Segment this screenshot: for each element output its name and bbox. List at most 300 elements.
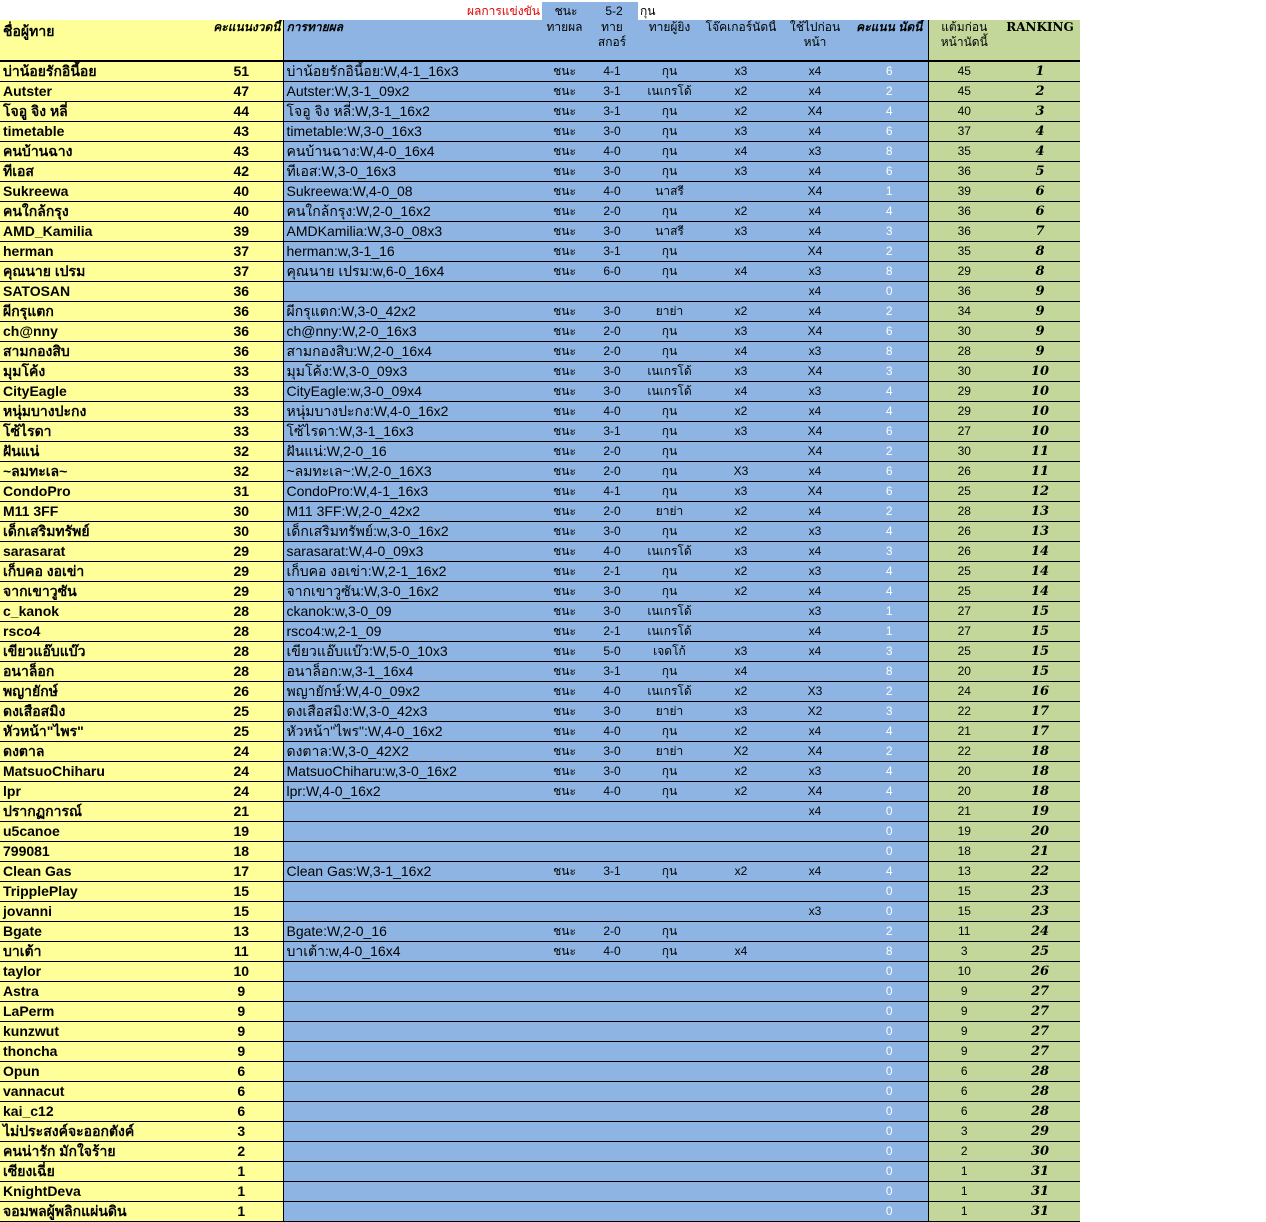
predicted-score: 4-1 <box>588 482 636 502</box>
points-this-match: 6 <box>851 422 928 442</box>
table-row <box>0 342 1080 362</box>
points-before-match: 26 <box>928 462 1000 482</box>
predicted-score: 3-1 <box>588 862 636 882</box>
table-row <box>0 61 1080 82</box>
joker-this-match: x2 <box>703 402 779 422</box>
predicted-scorer <box>636 1202 703 1222</box>
predicted-result: ชนะ <box>541 202 588 222</box>
table-row <box>0 502 1080 522</box>
player-name: c_kanok <box>0 602 200 622</box>
joker-this-match: x4 <box>703 142 779 162</box>
joker-this-match <box>703 1122 779 1142</box>
table-row <box>0 642 1080 662</box>
points-before-match: 30 <box>928 362 1000 382</box>
joker-this-match: x2 <box>703 522 779 542</box>
player-name: ch@nny <box>0 322 200 342</box>
prediction-text <box>283 822 541 842</box>
points-this-match: 3 <box>851 542 928 562</box>
prediction-text: โจอู จิง หลี่:W,3-1_16x2 <box>283 102 541 122</box>
joker-this-match: x3 <box>703 362 779 382</box>
ranking: 20 <box>1000 822 1080 842</box>
predicted-score: 3-1 <box>588 422 636 442</box>
joker-this-match: X3 <box>703 462 779 482</box>
total-points: 24 <box>200 742 283 762</box>
joker-this-match <box>703 282 779 302</box>
points-before-match: 40 <box>928 102 1000 122</box>
total-points: 31 <box>200 482 283 502</box>
joker-this-match: x2 <box>703 782 779 802</box>
joker-this-match: x2 <box>703 202 779 222</box>
prediction-text <box>283 1142 541 1162</box>
joker-used-before <box>779 1082 851 1102</box>
points-before-match: 11 <box>928 922 1000 942</box>
ranking: 8 <box>1000 242 1080 262</box>
joker-this-match: x4 <box>703 662 779 682</box>
player-name: taylor <box>0 962 200 982</box>
ranking: 18 <box>1000 742 1080 762</box>
total-points: 33 <box>200 362 283 382</box>
prediction-text: MatsuoChiharu:w,3-0_16x2 <box>283 762 541 782</box>
points-this-match: 8 <box>851 342 928 362</box>
predicted-score <box>588 842 636 862</box>
player-name: อนาล็อก <box>0 662 200 682</box>
total-points: 33 <box>200 422 283 442</box>
joker-used-before: x3 <box>779 342 851 362</box>
table-row <box>0 522 1080 542</box>
points-this-match: 4 <box>851 722 928 742</box>
joker-this-match: x3 <box>703 702 779 722</box>
player-name: เขียวแอ๊บแบ๊ว <box>0 642 200 662</box>
predicted-result: ชนะ <box>541 442 588 462</box>
points-this-match: 0 <box>851 1002 928 1022</box>
prediction-text: หนุ่มบางปะกง:W,4-0_16x2 <box>283 402 541 422</box>
total-points: 3 <box>200 1122 283 1142</box>
points-this-match: 2 <box>851 302 928 322</box>
joker-used-before <box>779 1002 851 1022</box>
points-this-match: 4 <box>851 562 928 582</box>
player-name: MatsuoChiharu <box>0 762 200 782</box>
joker-used-before <box>779 1182 851 1202</box>
points-this-match: 0 <box>851 962 928 982</box>
predicted-score: 2-0 <box>588 922 636 942</box>
predicted-score: 2-0 <box>588 202 636 222</box>
predicted-score: 4-0 <box>588 182 636 202</box>
table-row <box>0 982 1080 1002</box>
joker-used-before <box>779 942 851 962</box>
predicted-result <box>541 1162 588 1182</box>
total-points: 6 <box>200 1062 283 1082</box>
predicted-result <box>541 1102 588 1122</box>
prediction-text: เขียวแอ๊บแบ๊ว:W,5-0_10x3 <box>283 642 541 662</box>
predicted-scorer <box>636 982 703 1002</box>
predicted-score <box>588 962 636 982</box>
predicted-result: ชนะ <box>541 262 588 282</box>
ranking: 23 <box>1000 882 1080 902</box>
ranking: 4 <box>1000 122 1080 142</box>
prediction-text <box>283 1202 541 1222</box>
points-this-match: 4 <box>851 862 928 882</box>
predicted-score: 3-0 <box>588 362 636 382</box>
predicted-scorer <box>636 882 703 902</box>
points-before-match: 22 <box>928 742 1000 762</box>
points-before-match: 9 <box>928 1042 1000 1062</box>
joker-this-match <box>703 1002 779 1022</box>
predicted-scorer: กุน <box>636 122 703 142</box>
prediction-text: herman:w,3-1_16 <box>283 242 541 262</box>
predicted-score <box>588 982 636 1002</box>
ranking: 26 <box>1000 962 1080 982</box>
joker-used-before <box>779 822 851 842</box>
predicted-result: ชนะ <box>541 422 588 442</box>
predicted-result: ชนะ <box>541 702 588 722</box>
predicted-score: 3-0 <box>588 122 636 142</box>
points-before-match: 35 <box>928 242 1000 262</box>
predicted-scorer: นาสรี <box>636 182 703 202</box>
joker-used-before: X4 <box>779 782 851 802</box>
player-name: คนน่ารัก มักใจร้าย <box>0 1142 200 1162</box>
player-name: TripplePlay <box>0 882 200 902</box>
total-points: 6 <box>200 1082 283 1102</box>
points-before-match: 13 <box>928 862 1000 882</box>
table-row <box>0 622 1080 642</box>
prediction-text: อนาล็อก:w,3-1_16x4 <box>283 662 541 682</box>
points-before-match: 3 <box>928 1122 1000 1142</box>
table-row <box>0 702 1080 722</box>
predicted-result <box>541 882 588 902</box>
predicted-score: 4-0 <box>588 542 636 562</box>
predicted-score: 4-0 <box>588 402 636 422</box>
prediction-text <box>283 1042 541 1062</box>
predicted-scorer: กุน <box>636 782 703 802</box>
predicted-scorer <box>636 822 703 842</box>
predicted-result: ชนะ <box>541 502 588 522</box>
points-before-match: 2 <box>928 1142 1000 1162</box>
ranking: 13 <box>1000 522 1080 542</box>
total-points: 40 <box>200 202 283 222</box>
predicted-result: ชนะ <box>541 722 588 742</box>
joker-used-before: x3 <box>779 762 851 782</box>
table-row <box>0 422 1080 442</box>
prediction-text <box>283 1182 541 1202</box>
joker-this-match <box>703 442 779 462</box>
prediction-text: สามกองสิบ:W,2-0_16x4 <box>283 342 541 362</box>
points-before-match: 1 <box>928 1202 1000 1222</box>
joker-this-match <box>703 1202 779 1222</box>
joker-used-before: x3 <box>779 382 851 402</box>
table-row <box>0 362 1080 382</box>
predicted-scorer <box>636 1062 703 1082</box>
joker-this-match <box>703 1042 779 1062</box>
total-points: 13 <box>200 922 283 942</box>
predicted-score <box>588 282 636 302</box>
joker-used-before <box>779 1102 851 1122</box>
predicted-score: 3-0 <box>588 382 636 402</box>
predicted-scorer: กุน <box>636 61 703 82</box>
player-name: lpr <box>0 782 200 802</box>
table-row <box>0 1142 1080 1162</box>
joker-used-before: x4 <box>779 582 851 602</box>
total-points: 51 <box>200 61 283 82</box>
predicted-result <box>541 1202 588 1222</box>
ranking: 28 <box>1000 1102 1080 1122</box>
joker-used-before <box>779 1122 851 1142</box>
table-row <box>0 582 1080 602</box>
predicted-result <box>541 1002 588 1022</box>
joker-used-before: x4 <box>779 61 851 82</box>
table-row <box>0 1102 1080 1122</box>
predicted-result: ชนะ <box>541 482 588 502</box>
prediction-text <box>283 1082 541 1102</box>
predicted-score: 3-0 <box>588 222 636 242</box>
points-this-match: 3 <box>851 642 928 662</box>
joker-this-match <box>703 962 779 982</box>
ranking: 18 <box>1000 782 1080 802</box>
predicted-result: ชนะ <box>541 242 588 262</box>
player-name: ทีเอส <box>0 162 200 182</box>
points-before-match: 20 <box>928 762 1000 782</box>
total-points: 37 <box>200 242 283 262</box>
prediction-text <box>283 1122 541 1142</box>
points-before-match: 36 <box>928 282 1000 302</box>
joker-this-match: x2 <box>703 562 779 582</box>
joker-this-match <box>703 1102 779 1122</box>
player-name: thoncha <box>0 1042 200 1062</box>
joker-this-match: x3 <box>703 422 779 442</box>
ranking: 13 <box>1000 502 1080 522</box>
points-this-match: 4 <box>851 762 928 782</box>
joker-used-before: X4 <box>779 182 851 202</box>
joker-used-before <box>779 1042 851 1062</box>
ranking: 15 <box>1000 642 1080 662</box>
points-before-match: 6 <box>928 1102 1000 1122</box>
predicted-result: ชนะ <box>541 122 588 142</box>
prediction-text: timetable:W,3-0_16x3 <box>283 122 541 142</box>
predicted-result: ชนะ <box>541 322 588 342</box>
predicted-result <box>541 982 588 1002</box>
predicted-score: 2-0 <box>588 502 636 522</box>
header-today: คะแนน นัดนี้ <box>851 20 928 61</box>
predicted-result: ชนะ <box>541 762 588 782</box>
total-points: 36 <box>200 342 283 362</box>
points-this-match: 3 <box>851 702 928 722</box>
points-this-match: 4 <box>851 582 928 602</box>
prediction-text: คุณนาย เปรม:w,6-0_16x4 <box>283 262 541 282</box>
total-points: 21 <box>200 802 283 822</box>
prediction-text <box>283 1102 541 1122</box>
predicted-result: ชนะ <box>541 342 588 362</box>
points-before-match: 37 <box>928 122 1000 142</box>
points-this-match: 0 <box>851 1142 928 1162</box>
points-before-match: 21 <box>928 722 1000 742</box>
player-name: AMD_Kamilia <box>0 222 200 242</box>
joker-this-match <box>703 1182 779 1202</box>
joker-used-before: x4 <box>779 502 851 522</box>
player-name: herman <box>0 242 200 262</box>
table-row <box>0 482 1080 502</box>
predicted-result: ชนะ <box>541 362 588 382</box>
total-points: 42 <box>200 162 283 182</box>
joker-used-before: x4 <box>779 202 851 222</box>
points-before-match: 28 <box>928 342 1000 362</box>
joker-this-match <box>703 1082 779 1102</box>
joker-used-before: x3 <box>779 902 851 922</box>
points-this-match: 8 <box>851 142 928 162</box>
player-name: ไม่ประสงค์จะออกตังค์ <box>0 1122 200 1142</box>
predicted-scorer: กุน <box>636 402 703 422</box>
player-name: ฝันแน่ <box>0 442 200 462</box>
predicted-scorer: กุน <box>636 202 703 222</box>
ranking: 30 <box>1000 1142 1080 1162</box>
predicted-score: 2-1 <box>588 622 636 642</box>
total-points: 25 <box>200 722 283 742</box>
total-points: 32 <box>200 442 283 462</box>
table-row <box>0 1062 1080 1082</box>
predicted-result <box>541 822 588 842</box>
predicted-scorer <box>636 1102 703 1122</box>
predicted-scorer: นาสรี <box>636 222 703 242</box>
ranking: 19 <box>1000 802 1080 822</box>
prediction-text <box>283 842 541 862</box>
points-before-match: 25 <box>928 642 1000 662</box>
predicted-score: 4-0 <box>588 722 636 742</box>
joker-this-match <box>703 1142 779 1162</box>
joker-this-match: x3 <box>703 61 779 82</box>
prediction-text: ผีกรุแตก:W,3-0_42x2 <box>283 302 541 322</box>
predicted-scorer: กุน <box>636 142 703 162</box>
total-points: 36 <box>200 322 283 342</box>
total-points: 9 <box>200 1022 283 1042</box>
predicted-scorer: กุน <box>636 762 703 782</box>
header-total: คะแนนงวดนี้ <box>200 20 283 61</box>
predicted-scorer: กุน <box>636 942 703 962</box>
leaderboard-body <box>0 61 1080 1222</box>
points-before-match: 27 <box>928 622 1000 642</box>
joker-used-before: x4 <box>779 802 851 822</box>
predicted-scorer: กุน <box>636 862 703 882</box>
points-this-match: 2 <box>851 502 928 522</box>
predicted-score: 3-0 <box>588 702 636 722</box>
predicted-result: ชนะ <box>541 61 588 82</box>
predicted-scorer: ยาย่า <box>636 502 703 522</box>
predicted-scorer: เจดโก้ <box>636 642 703 662</box>
player-name: คุณนาย เปรม <box>0 262 200 282</box>
joker-this-match <box>703 902 779 922</box>
match-result-bar <box>0 2 1266 20</box>
joker-this-match <box>703 182 779 202</box>
ranking: 27 <box>1000 1002 1080 1022</box>
joker-used-before <box>779 1062 851 1082</box>
ranking: 10 <box>1000 402 1080 422</box>
player-name: เด็กเสริมทรัพย์ <box>0 522 200 542</box>
points-before-match: 25 <box>928 562 1000 582</box>
total-points: 18 <box>200 842 283 862</box>
total-points: 28 <box>200 602 283 622</box>
total-points: 47 <box>200 82 283 102</box>
player-name: จากเขาวูซัน <box>0 582 200 602</box>
player-name: 799081 <box>0 842 200 862</box>
total-points: 44 <box>200 102 283 122</box>
table-row <box>0 1022 1080 1042</box>
joker-used-before: X4 <box>779 482 851 502</box>
prediction-text: CondoPro:W,4-1_16x3 <box>283 482 541 502</box>
ranking: 4 <box>1000 142 1080 162</box>
total-points: 28 <box>200 662 283 682</box>
player-name: Autster <box>0 82 200 102</box>
prediction-text <box>283 802 541 822</box>
joker-used-before: x4 <box>779 402 851 422</box>
player-name: ~ลมทะเล~ <box>0 462 200 482</box>
prediction-leaderboard <box>0 20 1080 1222</box>
joker-used-before: x4 <box>779 162 851 182</box>
points-before-match: 20 <box>928 662 1000 682</box>
joker-used-before <box>779 1162 851 1182</box>
predicted-scorer: เนเกรโด้ <box>636 362 703 382</box>
table-row <box>0 562 1080 582</box>
player-name: Sukreewa <box>0 182 200 202</box>
joker-this-match: x3 <box>703 222 779 242</box>
predicted-scorer: กุน <box>636 262 703 282</box>
player-name: โจอู จิง หลี่ <box>0 102 200 122</box>
table-row <box>0 1042 1080 1062</box>
predicted-scorer: กุน <box>636 162 703 182</box>
joker-used-before: X4 <box>779 442 851 462</box>
prediction-text: Sukreewa:W,4-0_08 <box>283 182 541 202</box>
table-row <box>0 882 1080 902</box>
joker-used-before: X4 <box>779 362 851 382</box>
predicted-scorer: เนเกรโด้ <box>636 542 703 562</box>
player-name: เซียงเฉี่ย <box>0 1162 200 1182</box>
prediction-text: rsco4:w,2-1_09 <box>283 622 541 642</box>
predicted-result: ชนะ <box>541 402 588 422</box>
joker-used-before <box>779 962 851 982</box>
predicted-result: ชนะ <box>541 182 588 202</box>
table-row <box>0 742 1080 762</box>
ranking: 9 <box>1000 302 1080 322</box>
points-before-match: 9 <box>928 1002 1000 1022</box>
predicted-score: 2-0 <box>588 342 636 362</box>
ranking: 18 <box>1000 762 1080 782</box>
predicted-scorer <box>636 1002 703 1022</box>
ranking: 27 <box>1000 1022 1080 1042</box>
ranking: 15 <box>1000 662 1080 682</box>
points-this-match: 6 <box>851 122 928 142</box>
predicted-result: ชนะ <box>541 102 588 122</box>
joker-this-match: x2 <box>703 102 779 122</box>
predicted-score: 3-0 <box>588 162 636 182</box>
total-points: 36 <box>200 302 283 322</box>
table-row <box>0 142 1080 162</box>
total-points: 30 <box>200 522 283 542</box>
predicted-result: ชนะ <box>541 382 588 402</box>
points-before-match: 30 <box>928 322 1000 342</box>
table-row <box>0 1182 1080 1202</box>
predicted-result: ชนะ <box>541 142 588 162</box>
total-points: 32 <box>200 462 283 482</box>
total-points: 17 <box>200 862 283 882</box>
points-this-match: 1 <box>851 182 928 202</box>
joker-used-before: x3 <box>779 142 851 162</box>
joker-this-match <box>703 1062 779 1082</box>
predicted-result <box>541 842 588 862</box>
total-points: 33 <box>200 382 283 402</box>
total-points: 25 <box>200 702 283 722</box>
ranking: 31 <box>1000 1182 1080 1202</box>
total-points: 1 <box>200 1162 283 1182</box>
prediction-text: AMDKamilia:W,3-0_08x3 <box>283 222 541 242</box>
predicted-score: 5-0 <box>588 642 636 662</box>
predicted-score: 3-0 <box>588 522 636 542</box>
predicted-scorer: เนเกรโด้ <box>636 82 703 102</box>
